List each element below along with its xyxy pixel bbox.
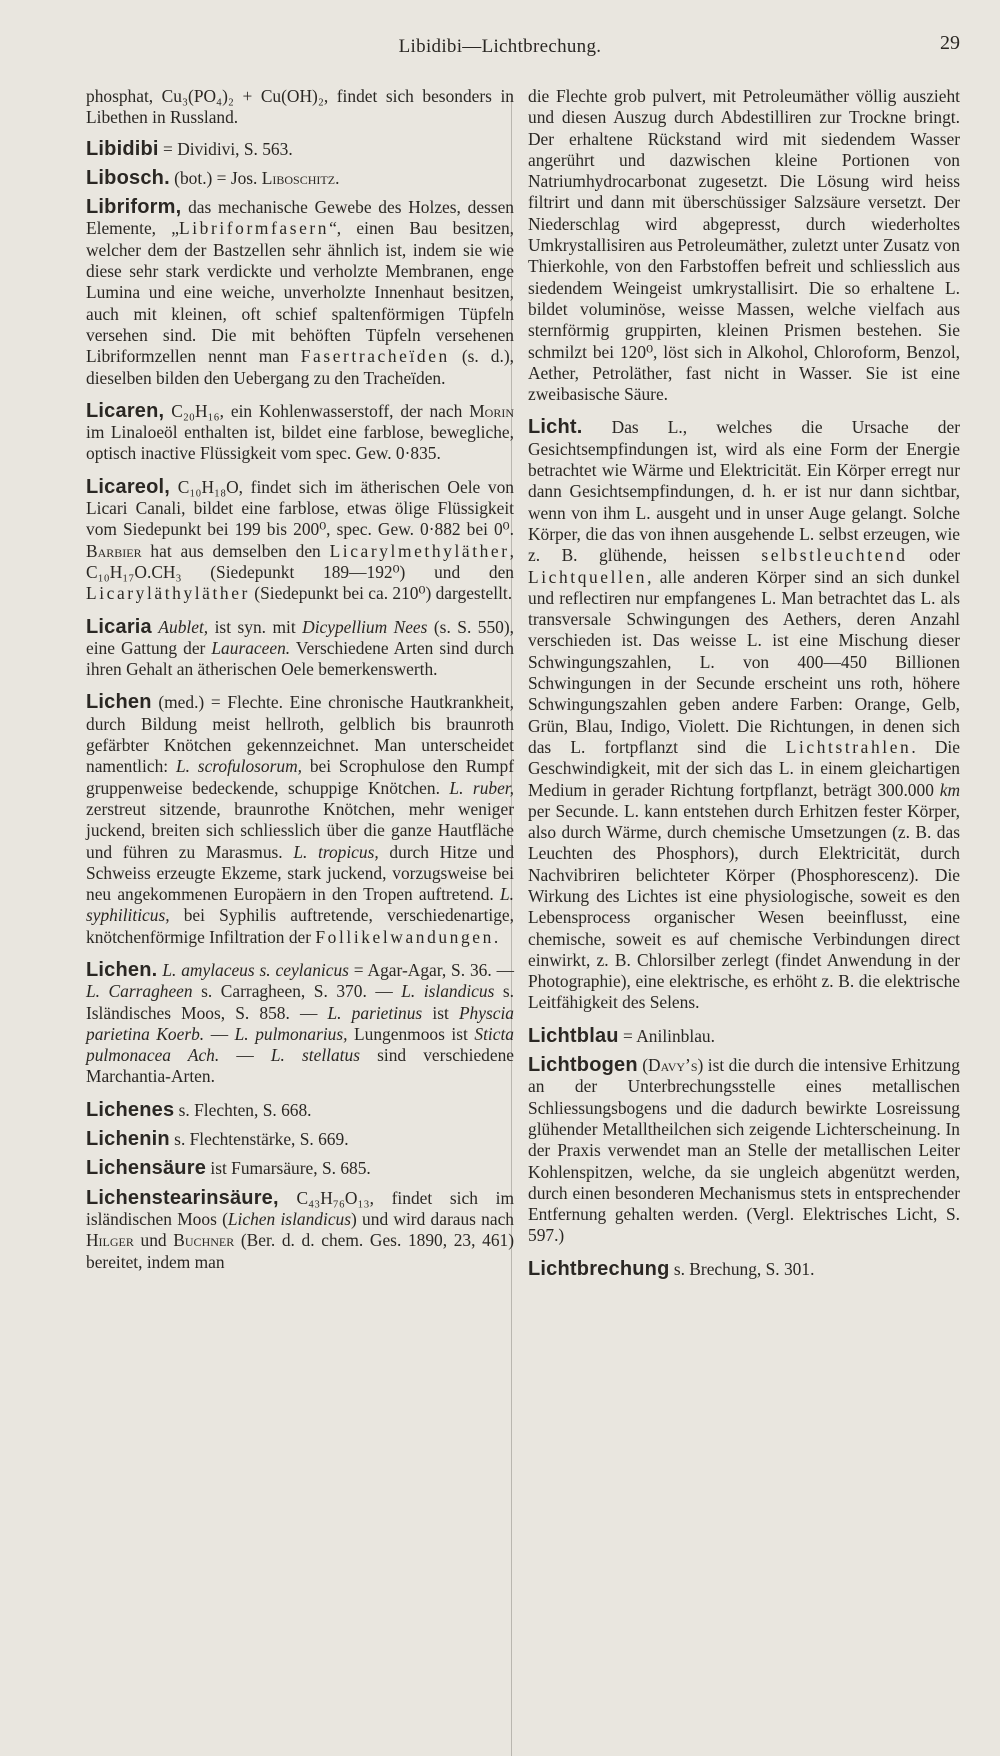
- italic-term: Lichen islandicus: [227, 1208, 352, 1229]
- entry-text: (med.) = Flechte. Eine chronische Hautkrankheit, durch Bildung meist hellroth, gelblich bis braunroth gefärbter Knötchen gekennzeichnet. Man unterscheidet namentlich:: [86, 692, 514, 777]
- entry-text: Das L., welches die Ursache der Gesichtsempfindungen ist, wird als eine Form der Energie betrachtet wie Wärme und Elektricität. Ein Körper erregt nur dann Gesichtsempfindungen, d. h. er ist nur dann sichtbar, wenn von ihm L. ausgeht und in unser Auge gelangt. Solche Körper, die das von ihnen ausgehende L. selbst erzeugen, wie z. B. glühende, heissen: [528, 417, 960, 566]
- entry-text: C₂₀H₁₆, ein Kohlenwasserstoff, der nach: [164, 400, 470, 421]
- entry-lichen-bot: [86, 960, 514, 1088]
- entry-text: per Secunde. L. kann entstehen durch Erhitzen fester Körper, also durch Wärme, durch chemische Umsetzungen (z. B. das Leuchten des Phosphors), durch Elektricität, durch Nachvibriren belichteter Körper (Phosphorescenz). Die Wirkung des Lichtes ist eine physiologische, soweit es den Lebensprocess organischer Wesen beeinflusst, eine chemische, soweit es auf chemische Verbindungen direct einwirkt, z. B. Chlorsilber zerlegt (findet Anwendung in der Photographie), eine elektrische, es erhöht z. B. die elektrische Leitfähigkeit des Selens.: [528, 800, 960, 1013]
- italic-term: Sticta pulmonacea Ach.: [86, 1023, 514, 1066]
- entry-text: (bot.) = Jos.: [169, 167, 262, 188]
- spaced-term: Follikelwandungen: [315, 926, 494, 947]
- author-name: Barbier: [86, 540, 142, 561]
- entry-text: . Die Geschwindigkeit, mit der sich das L. in einem gleichartigen Medium in gerader Richtung fortpflanzt, beträgt 300.000: [528, 736, 960, 800]
- headword: Lichtbrechung: [528, 1257, 670, 1280]
- page-number: 29: [940, 32, 960, 54]
- entry-text: , C₁₀H₁₇O.CH₃ (Siedepunkt 189—192⁰) und den: [86, 540, 514, 582]
- italic-term: L. stellatus: [270, 1045, 360, 1066]
- entry-text: C₄₃H₇₆O₁₃, findet sich im isländischen Moos (: [86, 1187, 514, 1229]
- entry-lichtbrechung: [528, 1259, 960, 1280]
- entry-libosch: [86, 168, 514, 189]
- running-title: Libidibi—Lichtbrechung.: [398, 36, 602, 57]
- entry-licareol: [86, 477, 514, 605]
- entry-text: die Flechte grob pulvert, mit Petroleumäther völlig auszieht und diesen Auszug durch Abdestilliren zur Trockne bringt. Der erhaltene Rückstand wird mit siedendem Wasser angerührt und dazwischen kleine Portionen von Natriumhydrocarbonat zugesetzt. Die Lösung wird heiss filtrirt und dann mit überschüssiger Salzsäure versetzt. Der Niederschlag wird abgepresst, durch wiederholtes Umkrystallisiren aus Petroleumäther, zuletzt unter Zusatz von Thierkohle, von den Farbstoffen befreit und schliesslich aus siedendem Weingeist umkrystallisirt. Die so erhaltene L. bildet voluminöse, weisse Massen, welche vielfach aus sternförmig gruppirten, kleinen Prismen bestehen. Sie schmilzt bei 120⁰, löst sich in Alkohol, Chloroform, Benzol, Aether, Petroläther, fast nicht in Wasser. Sie ist eine zweibasische Säure.: [528, 86, 960, 405]
- italic-term: L. amylaceus s. ceylanicus: [162, 959, 349, 980]
- entry-text: bei Scrophulose den Rumpf gruppenweise bedeckende, schuppige Knötchen.: [86, 756, 514, 798]
- right-column: [528, 86, 960, 1292]
- spaced-term: Lichtstrahlen: [785, 736, 912, 757]
- headword: Lichenstearinsäure,: [86, 1186, 279, 1209]
- headword: Lichenes: [86, 1098, 175, 1121]
- author-name: Morin: [469, 400, 514, 421]
- entry-lichenstearinsaeure: [86, 1188, 514, 1273]
- italic-term: Physcia parietina Koerb.: [86, 1002, 514, 1044]
- entry-text: ) ist die durch die intensive Erhitzung an der Unterbrechungsstelle eines metallischen Schliessungsbogens und die dadurch bewirkte Losreissung glühender Metalltheilchen sich zeigende Lichterscheinung. In der Praxis verwendet man an Stelle der metallischen Leiter Kohlenspitzen, welche, da sie ungleich abgenützt werden, durch einen besonderen Mechanismus stets in entsprechender Entfernung gehalten werden. (Vergl. Elektrisches Licht, S. 597.): [528, 1055, 960, 1246]
- italic-term: Dicypellium Nees: [302, 616, 428, 637]
- entry-lichenes: [86, 1100, 514, 1121]
- entry-text: bei Syphilis auftretende, verschiedenartige, knötchenförmige Infiltration der: [86, 905, 514, 947]
- entry-text: das mechanische Gewebe des Holzes, dessen Elemente, „: [86, 197, 514, 239]
- headword: Lichensäure: [86, 1157, 207, 1180]
- spaced-term: Fasertracheïden: [300, 346, 450, 367]
- author-name: Davy’s: [648, 1055, 698, 1076]
- headword: Libriform,: [86, 196, 182, 219]
- entry-text: “, einen Bau besitzen, welcher dem der Bastzellen sehr ähnlich ist, indem sie wie diese sehr stark verdickte und verholzte Membranen, enge Lumina und eine weiche, unverholzte Innenhaut besitzen, auch mit kleinen, oft schief spaltenförmigen Tüpfeln versehen sind. Die mit behöften Tüpfeln versehenen Libriformzellen nennt man: [86, 218, 514, 367]
- entry-text: (s. S. 550), eine Gattung der: [86, 616, 514, 658]
- italic-term: L. ruber,: [449, 777, 514, 798]
- headword: Licaria: [86, 615, 152, 638]
- entry-text: s. Isländisches Moos, S. 858. —: [86, 981, 514, 1023]
- spaced-term: Licaryläthyläther: [86, 583, 250, 604]
- entry-text: (s. d.), dieselben bilden den Uebergang zu den Tracheïden.: [86, 346, 514, 388]
- spaced-term: Lichtquellen: [528, 566, 648, 587]
- author-name: Liboschitz: [261, 167, 336, 188]
- entry-lichenin: [86, 1129, 514, 1150]
- entry-text: phosphat, Cu₃(PO₄)₂ + Cu(OH)₂, findet sich besonders in Libethen in Russland.: [86, 86, 514, 128]
- italic-term: km: [939, 779, 960, 800]
- entry-lichtblau: [528, 1026, 960, 1047]
- entry-licaria: [86, 617, 514, 681]
- headword: Licareol,: [86, 475, 171, 498]
- entry-phosphat-continuation: [86, 86, 514, 129]
- entry-text: ) und wird daraus nach: [351, 1208, 514, 1229]
- entry-licaren: [86, 401, 514, 465]
- entry-libriform: [86, 197, 514, 389]
- author-name: Buchner: [173, 1230, 235, 1251]
- entry-text: ist Fumarsäure, S. 685.: [206, 1158, 371, 1179]
- headword: Licht.: [528, 416, 583, 439]
- entry-text: ist: [422, 1002, 459, 1023]
- entry-lichen-med: [86, 692, 514, 948]
- headword: Lichtblau: [528, 1024, 619, 1047]
- entry-text: s. Carragheen, S. 370. —: [192, 981, 402, 1002]
- entry-text: zerstreut sitzende, braunrothe Knötchen, mehr weniger juckend, breiten sich schliesslich über die ganze Hautfläche und führen zu Marasmus.: [86, 798, 514, 862]
- entry-text: oder: [907, 545, 960, 566]
- entry-text: ist syn. mit: [208, 616, 303, 637]
- entry-text: hat aus demselben den: [141, 540, 330, 561]
- entry-text: —: [204, 1023, 235, 1044]
- entry-text: (: [637, 1055, 649, 1076]
- entry-text: Verschiedene Arten sind durch ihren Gehalt an ätherischen Oele bemerkenswerth.: [86, 637, 514, 680]
- entry-text: s. Brechung, S. 301.: [669, 1258, 815, 1279]
- entry-text: —: [219, 1045, 271, 1066]
- entry-text: durch Hitze und Schweiss erzeugte Ekzeme, stark juckend, vorzugsweise bei neu angekommenen Europäern in den Tropen auftretend.: [86, 841, 515, 905]
- entry-text: Lungenmoos ist: [347, 1023, 475, 1044]
- headword: Lichtbogen: [528, 1054, 638, 1077]
- headword: Lichen.: [86, 958, 158, 981]
- entry-text: sind verschiedene Marchantia-Arten.: [86, 1045, 514, 1087]
- headword: Libidibi: [86, 137, 159, 160]
- headword: Libosch.: [86, 166, 170, 189]
- entry-lichensaeure: [86, 1158, 514, 1179]
- entry-licht: [528, 417, 960, 1013]
- italic-term: L. islandicus: [401, 981, 495, 1002]
- italic-term: L. scrofulosorum,: [175, 756, 302, 777]
- entry-text: s. Flechtenstärke, S. 669.: [169, 1129, 349, 1150]
- entry-text: (Siedepunkt bei ca. 210⁰) dargestellt.: [249, 583, 513, 604]
- entry-text: = Dividivi, S. 563.: [158, 138, 293, 159]
- headword: Lichen: [86, 691, 152, 714]
- entry-text: (Ber. d. d. chem. Ges. 1890, 23, 461) bereitet, indem man: [86, 1230, 514, 1272]
- entry-libidibi: [86, 139, 514, 160]
- entry-text: und: [133, 1230, 174, 1251]
- italic-term: Lauraceen.: [211, 637, 291, 658]
- entry-lichenstearinsaeure-continuation: [528, 86, 960, 405]
- entry-text: = Anilinblau.: [618, 1025, 715, 1046]
- entry-text: .: [335, 167, 340, 188]
- spaced-term: selbstleuchtend: [761, 545, 908, 566]
- italic-term: L. parietinus: [327, 1002, 423, 1023]
- italic-term: Aublet,: [158, 616, 209, 637]
- entry-text: im Linaloeöl enthalten ist, bildet eine farblose, bewegliche, optisch inactive Flüssigkeit vom spec. Gew. 0·835.: [86, 422, 514, 464]
- left-column: [86, 86, 514, 1285]
- italic-term: L. Carragheen: [86, 981, 193, 1002]
- entry-text: , alle anderen Körper sind an sich dunkel und reflectiren nur empfangenes L. Man betrachtet das L. als transversale Schwingungen des Aethers, deren Anzahl verschieden ist. Das weisse L. ist eine Mischung dieser Schwingungszahlen, L. von 400—450 Billionen Schwingungen in der Secunde erscheint uns roth, höhere Schwingungszahlen geben andere Farben: Orange, Gelb, Grün, Blau, Indigo, Violett. Die Richtungen, in denen sich das L. fortpflanzt sind die: [528, 566, 960, 757]
- headword: Lichenin: [86, 1128, 170, 1151]
- headword: Licaren,: [86, 399, 165, 422]
- italic-term: L. tropicus,: [293, 841, 379, 862]
- entry-text: C₁₀H₁₈O, findet sich im ätherischen Oele von Licari Canali, bildet eine farblose, etwas ölige Flüssigkeit vom Siedepunkt bei 199 bis 200⁰, spec. Gew. 0·882 bei 0⁰.: [86, 476, 514, 540]
- italic-term: L. pulmonarius,: [234, 1023, 348, 1044]
- spaced-term: Libriformfasern: [179, 218, 330, 239]
- spaced-term: Licarylmethyläther: [329, 540, 510, 561]
- italic-term: L. syphiliticus,: [86, 884, 514, 926]
- entry-text: .: [493, 926, 499, 947]
- author-name: Hilger: [86, 1230, 134, 1251]
- entry-lichtbogen: [528, 1055, 960, 1247]
- entry-text: = Agar-Agar, S. 36. —: [348, 959, 514, 980]
- entry-text: s. Flechten, S. 668.: [174, 1099, 312, 1120]
